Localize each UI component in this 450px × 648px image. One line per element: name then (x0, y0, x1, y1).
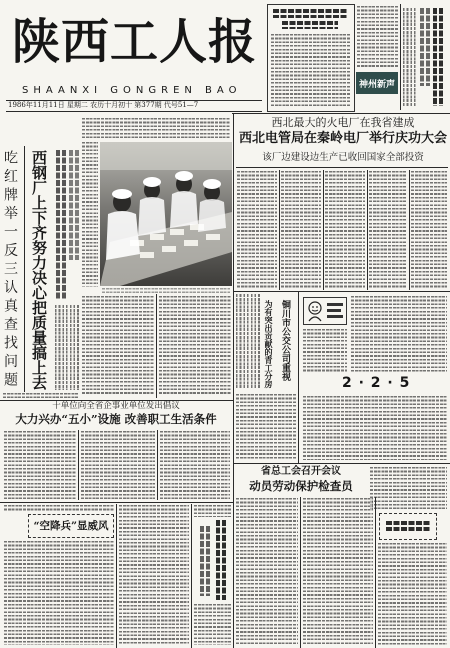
body-text (303, 396, 447, 460)
masthead-rule-bottom (6, 111, 262, 112)
right-brief-headline-text (420, 8, 430, 86)
column-rule (400, 4, 401, 110)
body-text (236, 498, 298, 645)
body-text (194, 604, 231, 645)
paratroopers-headline-box (28, 514, 114, 538)
facilities-story-headline: 大力兴办“五小”设施 改善职工生活条件 (15, 412, 217, 426)
masthead-dateline: 1986年11月11日 星期二 农历十月初十 第377期 代号51—7 (8, 101, 199, 109)
body-text (4, 505, 114, 512)
science-story-headline-text (216, 520, 228, 600)
body-text (3, 393, 79, 398)
body-text (303, 329, 347, 373)
column-rule (298, 291, 299, 463)
section-rule (0, 502, 233, 503)
column-rule (156, 294, 157, 398)
top-brief-headline-text (282, 21, 338, 29)
feature-figure: 2 · 2 · 5 (342, 375, 411, 391)
body-text (403, 8, 418, 106)
power-story-subhead: 该厂边建设边生产已收回国家全部投资 (262, 152, 424, 163)
steel-story-subhead-text (69, 150, 79, 260)
body-text (82, 142, 98, 287)
column-rule (78, 430, 79, 500)
body-text (4, 431, 76, 499)
top-brief-box (267, 4, 355, 112)
paratroopers-headline: “空降兵”显威风 (33, 519, 109, 532)
power-story-headline: 西北电管局在秦岭电厂举行庆功大会 (238, 131, 447, 146)
body-text (119, 505, 189, 645)
column-rule (323, 170, 324, 290)
column-rule (279, 170, 280, 290)
column-rule (300, 497, 301, 648)
body-text (357, 6, 398, 68)
top-brief-headline-text (273, 9, 347, 18)
body-text (55, 305, 80, 390)
column-rule (409, 170, 410, 290)
body-text (303, 498, 373, 645)
boxed-brief-headline (379, 513, 437, 540)
body-text (194, 505, 231, 517)
masthead-romanization: SHAANXI GONGREN BAO (22, 85, 242, 96)
steel-story-subhead-text (56, 150, 67, 300)
housing-story-headline-line1: 铜川市公交公司重视 (280, 300, 290, 381)
steel-story-kicker: 吃红牌举一反三认真查找问题 (2, 150, 18, 391)
union-story-headline: 动员劳动保护检查员 (249, 479, 353, 493)
body-text (351, 296, 447, 372)
feature-logo-illustration (303, 297, 347, 325)
body-text (82, 296, 154, 396)
body-text (4, 541, 114, 645)
body-text (378, 543, 447, 645)
column-rule (375, 497, 376, 648)
body-text (370, 467, 447, 509)
body-text (159, 296, 231, 396)
body-text (281, 171, 321, 289)
column-badge: 神州新声 (356, 72, 398, 94)
steel-story-headline: 西钢厂上下齐努力决心把质量搞上去 (30, 150, 48, 390)
photo-factory-workers (100, 142, 232, 286)
body-text (271, 34, 350, 107)
facilities-story-kicker: 十单位向全省企事业单位发出倡议 (52, 401, 180, 411)
body-text (81, 431, 155, 499)
column-rule (367, 170, 368, 290)
boxed-brief-headline-text (386, 521, 430, 531)
union-story-kicker: 省总工会召开会议 (261, 466, 341, 477)
right-brief-headline-text (433, 8, 445, 106)
body-text (160, 431, 230, 499)
body-text (236, 394, 296, 460)
column-rule (157, 430, 158, 500)
section-rule (234, 291, 450, 292)
column-rule (116, 504, 117, 648)
headline-rule (236, 167, 448, 168)
body-text (82, 118, 230, 140)
housing-story-headline-line2: 为有突出贡献的青工分房 (264, 300, 274, 388)
body-text (325, 171, 365, 289)
photo-caption-text (102, 288, 230, 293)
masthead-title: 陕西工人报 (12, 14, 258, 70)
column-rule (191, 504, 192, 648)
section-divider (233, 113, 234, 648)
science-story-headline-text (200, 526, 211, 596)
body-text (237, 171, 277, 289)
body-text (369, 171, 407, 289)
body-text (411, 171, 447, 289)
section-rule (232, 113, 450, 114)
power-story-kicker: 西北最大的火电厂在我省建成 (271, 116, 415, 129)
column-rule (24, 146, 25, 392)
section-rule (234, 463, 450, 464)
body-text (236, 294, 260, 388)
